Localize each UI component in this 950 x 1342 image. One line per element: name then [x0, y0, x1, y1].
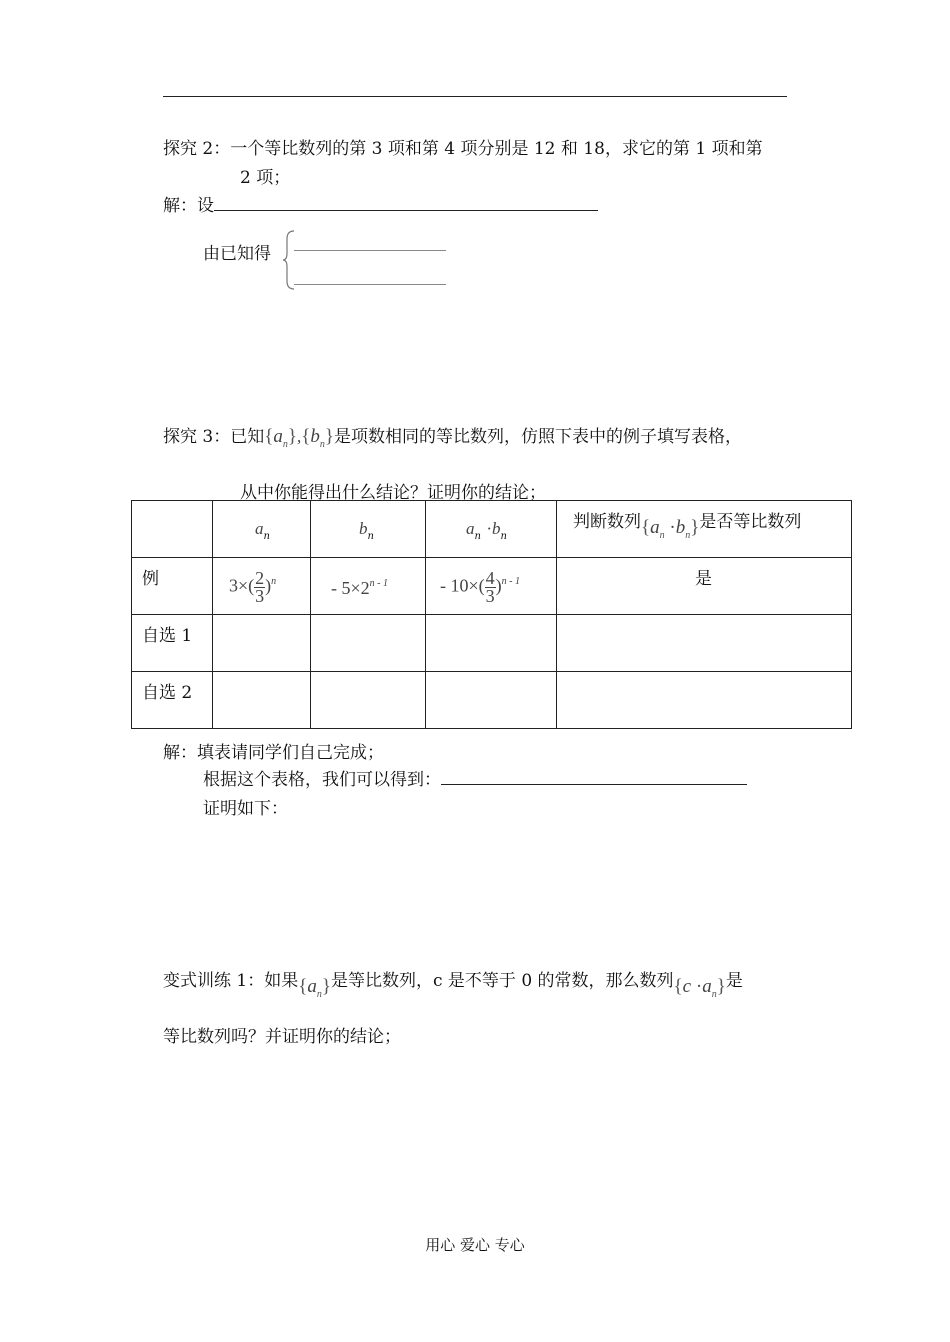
answer-line1: 解：填表请同学们自己完成； [163, 743, 384, 763]
header-judge-cell: 判断数列$\{a_n \cdot b_n\}$是否等比数列 [573, 512, 802, 541]
solution-blank[interactable] [214, 192, 598, 211]
choice1-ab-cell[interactable] [426, 615, 556, 671]
explore3-line2: 从中你能得出什么结论？证明你的结论； [240, 483, 546, 503]
header-b-cell: $b_n$ [359, 519, 374, 542]
choice1-a-cell[interactable] [213, 615, 310, 671]
example-b-cell [311, 558, 425, 614]
variant-suffix: 是 [725, 971, 743, 991]
example-ab-formula: - 10×( $\frac{4}{3}$ )$^{n - 1}$ [440, 568, 520, 606]
explore3-line1: 探究 3：已知$\{a_n\},\{b_n\}$是项数相同的等比数列，仿照下表中的例子填写表格， [163, 426, 742, 450]
set-a: $\{a_n\}$ [264, 426, 297, 450]
judge-prefix: 判断数列 [573, 512, 641, 532]
example-a-cell [213, 558, 310, 614]
header-rule [163, 96, 787, 97]
explore2-solution [163, 191, 598, 216]
equation-blank-2[interactable] [294, 270, 446, 285]
choice2-b-cell[interactable] [311, 672, 425, 728]
table-row-example [132, 558, 852, 615]
row-label-choice1: 自选 1 [142, 626, 193, 646]
solution-label: 解：设 [163, 196, 214, 216]
table-row-choice1 [132, 615, 852, 672]
explore3-prefix: 探究 3：已知 [163, 427, 265, 447]
explore3-suffix: 是项数相同的等比数列，仿照下表中的例子填写表格， [333, 427, 742, 447]
example-result: 是 [695, 569, 712, 589]
header-ab-cell: $a_n \cdot b_n$ [466, 519, 507, 542]
table-header-row [132, 501, 852, 558]
set-a-variant: $\{a_n\}$ [298, 976, 331, 1000]
header-a-cell: $a_n$ [255, 519, 270, 542]
choice2-ab-cell[interactable] [426, 672, 556, 728]
choice1-b-cell[interactable] [311, 615, 425, 671]
set-b: $\{b_n\}$ [301, 426, 334, 450]
answer-line3: 证明如下： [203, 799, 288, 819]
comparison-table [131, 500, 852, 729]
known-label: 由已知得 [203, 244, 271, 264]
page-footer: 用心 爱心 专心 [425, 1236, 525, 1254]
variant-prefix: 变式训练 1：如果 [163, 971, 299, 991]
choice2-a-cell[interactable] [213, 672, 310, 728]
equation-blank-1[interactable] [294, 236, 446, 251]
header-empty-cell [132, 501, 212, 557]
example-ab-cell [426, 558, 556, 614]
table-row-choice2 [132, 672, 852, 729]
variant-line1 [163, 966, 743, 1000]
judge-suffix: 是否等比数列 [699, 512, 802, 532]
choice2-result-cell[interactable] [557, 672, 851, 728]
choice1-result-cell[interactable] [557, 615, 851, 671]
variant-middle: 是等比数列，c 是不等于 0 的常数，那么数列 [330, 971, 674, 991]
conclusion-blank[interactable] [441, 767, 747, 785]
row-label-choice2: 自选 2 [142, 683, 193, 703]
answer-line2 [203, 765, 747, 790]
variant-line2: 等比数列吗？并证明你的结论； [163, 1027, 401, 1047]
explore2-title-cont: 2 项； [240, 168, 291, 188]
explore2-title: 探究 2：一个等比数列的第 3 项和第 4 项分别是 12 和 18，求它的第 1 项和第 [163, 139, 763, 159]
row-label-example: 例 [142, 569, 159, 589]
example-a-formula: 3×( $\frac{2}{3}$ )$^n$ [229, 568, 277, 606]
example-b-formula: - $5\times 2^{n - 1}$ [331, 578, 388, 598]
set-ca: $\{c \cdot a_n\}$ [673, 976, 726, 1000]
answer-line2-text: 根据这个表格，我们可以得到： [203, 770, 441, 790]
